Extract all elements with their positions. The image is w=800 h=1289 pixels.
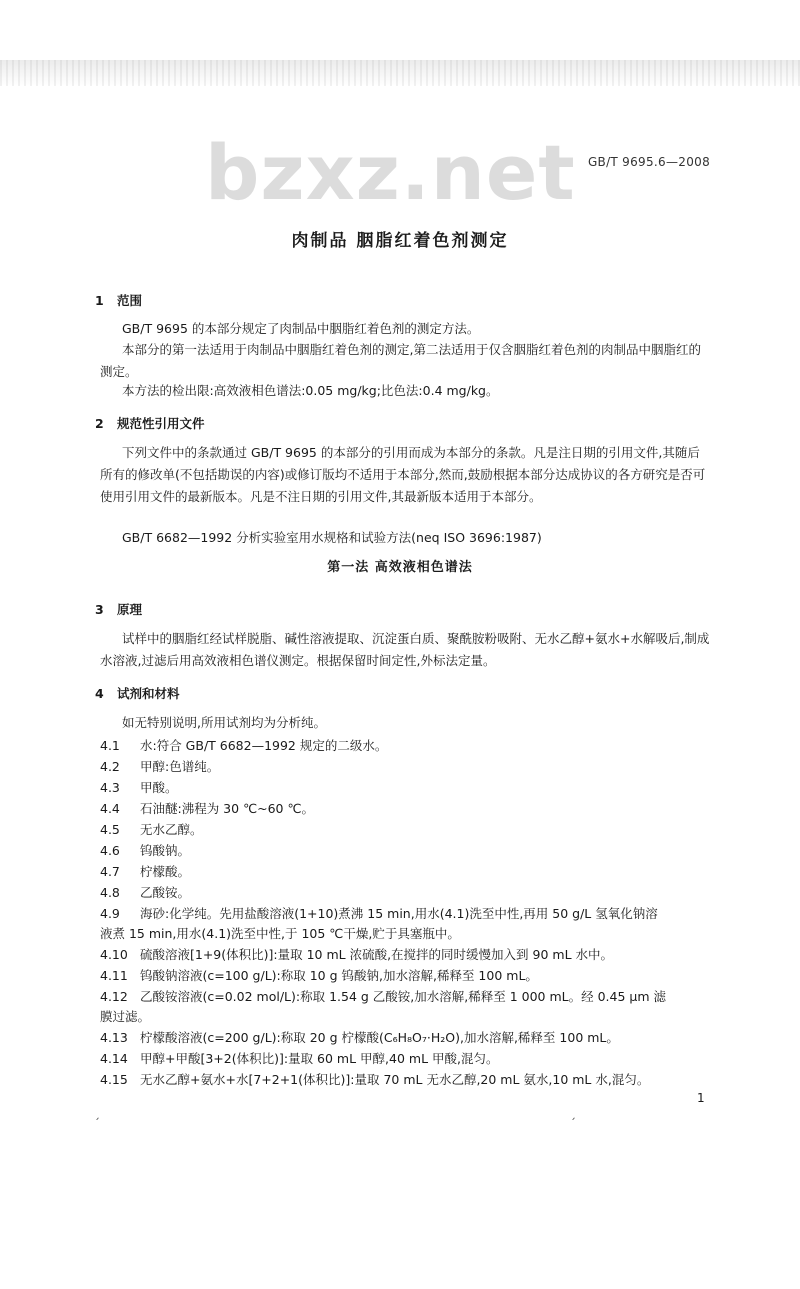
reagent-item [100, 966, 720, 986]
reagent-item [100, 904, 720, 924]
section-heading-reagents [95, 684, 180, 702]
method-one-heading: 第一法 高效液相色谱法 [327, 560, 473, 575]
page-number: 1 [697, 1091, 705, 1105]
reagent-item-continuation: 液煮 15 min,用水(4.1)洗至中性,于 105 ℃干燥,贮于具塞瓶中。 [100, 926, 460, 941]
item-number: 4.7 [100, 864, 120, 879]
section-heading-scope [95, 291, 142, 309]
section-number: 2 [95, 416, 104, 431]
section-title: 原理 [117, 602, 143, 617]
reagent-item-continuation: 膜过滤。 [100, 1009, 151, 1024]
section-title: 规范性引用文件 [117, 416, 205, 431]
item-text: 石油醚:沸程为 30 ℃~60 ℃。 [140, 801, 314, 816]
item-number: 4.4 [100, 801, 120, 816]
reagent-item [100, 862, 720, 882]
reagent-item [100, 841, 720, 861]
reagent-item [100, 945, 720, 965]
item-number: 4.14 [100, 1051, 128, 1066]
reagent-item [100, 736, 720, 756]
item-text: 海砂:化学纯。先用盐酸溶液(1+10)煮沸 15 min,用水(4.1)洗至中性,再用 50 g/L 氢氧化钠溶 [140, 906, 658, 921]
principle-paragraph: 试样中的胭脂红经试样脱脂、碱性溶液提取、沉淀蛋白质、聚酰胺粉吸附、无水乙醇+氨水+水解吸后,制成水溶液,过滤后用高效液相色谱仪测定。根据保留时间定性,外标法定量。 [100, 631, 710, 668]
item-number: 4.1 [100, 738, 120, 753]
reagent-item [100, 820, 720, 840]
references-paragraph: 下列文件中的条款通过 GB/T 9695 的本部分的引用而成为本部分的条款。凡是注日期的引用文件,其随后所有的修改单(不包括勘误的内容)或修订版均不适用于本部分,然而,鼓励根据本部分达成协议的各方研究是否可使用引用文件的最新版本。凡是不注日期的引用文件,其最新版本适用于本部分。 [100, 445, 706, 504]
item-number: 4.11 [100, 968, 128, 983]
item-text: 甲酸。 [140, 780, 178, 795]
reference-entry: GB/T 6682—1992 分析实验室用水规格和试验方法(neq ISO 3696:1987) [122, 530, 542, 545]
standard-number: GB/T 9695.6—2008 [587, 155, 710, 169]
item-text: 无水乙醇。 [140, 822, 203, 837]
item-number: 4.13 [100, 1030, 128, 1045]
item-number: 4.5 [100, 822, 120, 837]
item-text: 水:符合 GB/T 6682—1992 规定的二级水。 [140, 738, 388, 753]
item-text: 硫酸溶液[1+9(体积比)]:量取 10 mL 浓硫酸,在搅拌的同时缓慢加入到 90 mL 水中。 [140, 947, 614, 962]
reagent-item [100, 1028, 720, 1048]
item-number: 4.15 [100, 1072, 128, 1087]
item-number: 4.6 [100, 843, 120, 858]
section-number: 3 [95, 602, 104, 617]
item-number: 4.2 [100, 759, 120, 774]
section-heading-principle [95, 600, 142, 618]
section-title: 试剂和材料 [117, 686, 180, 701]
reagent-item [100, 1049, 720, 1069]
document-page [80, 0, 720, 1289]
reagent-item [100, 987, 720, 1007]
section-title: 范围 [117, 293, 143, 308]
item-text: 钨酸钠。 [140, 843, 191, 858]
reagent-item [100, 883, 720, 903]
reagent-item [100, 778, 720, 798]
scope-paragraph-1: GB/T 9695 的本部分规定了肉制品中胭脂红着色剂的测定方法。 [122, 321, 480, 336]
scope-paragraph-2: 本部分的第一法适用于肉制品中胭脂红着色剂的测定,第二法适用于仅含胭脂红着色剂的肉制品中胭脂红的测定。 [100, 342, 701, 379]
section-heading-references [95, 414, 205, 432]
item-number: 4.8 [100, 885, 120, 900]
item-text: 柠檬酸溶液(c=200 g/L):称取 20 g 柠檬酸(C₆H₈O₇·H₂O),加水溶解,稀释至 100 mL。 [140, 1030, 619, 1045]
item-text: 柠檬酸。 [140, 864, 191, 879]
item-text: 乙酸铵溶液(c=0.02 mol/L):称取 1.54 g 乙酸铵,加水溶解,稀释至 1 000 mL。经 0.45 μm 滤 [140, 989, 666, 1004]
reagent-item [100, 799, 720, 819]
item-text: 甲醇:色谱纯。 [140, 759, 220, 774]
reagent-item [100, 757, 720, 777]
scope-paragraph-3: 本方法的检出限:高效液相色谱法:0.05 mg/kg;比色法:0.4 mg/kg。 [122, 383, 499, 398]
watermark: bzxz.net [205, 128, 576, 217]
reagent-item [100, 1070, 720, 1090]
item-number: 4.9 [100, 906, 120, 921]
scan-mark: ˏ [570, 1106, 576, 1120]
document-title: 肉制品 胭脂红着色剂测定 [291, 231, 509, 251]
item-text: 甲醇+甲酸[3+2(体积比)]:量取 60 mL 甲醇,40 mL 甲酸,混匀。 [140, 1051, 499, 1066]
item-text: 乙酸铵。 [140, 885, 191, 900]
item-number: 4.3 [100, 780, 120, 795]
item-text: 无水乙醇+氨水+水[7+2+1(体积比)]:量取 70 mL 无水乙醇,20 mL 氨水,10 mL 水,混匀。 [140, 1072, 650, 1087]
section-number: 1 [95, 293, 104, 308]
item-number: 4.12 [100, 989, 128, 1004]
scan-mark: ˏ [94, 1106, 100, 1120]
item-text: 钨酸钠溶液(c=100 g/L):称取 10 g 钨酸钠,加水溶解,稀释至 100 mL。 [140, 968, 538, 983]
reagents-intro: 如无特别说明,所用试剂均为分析纯。 [122, 715, 326, 730]
item-number: 4.10 [100, 947, 128, 962]
section-number: 4 [95, 686, 104, 701]
